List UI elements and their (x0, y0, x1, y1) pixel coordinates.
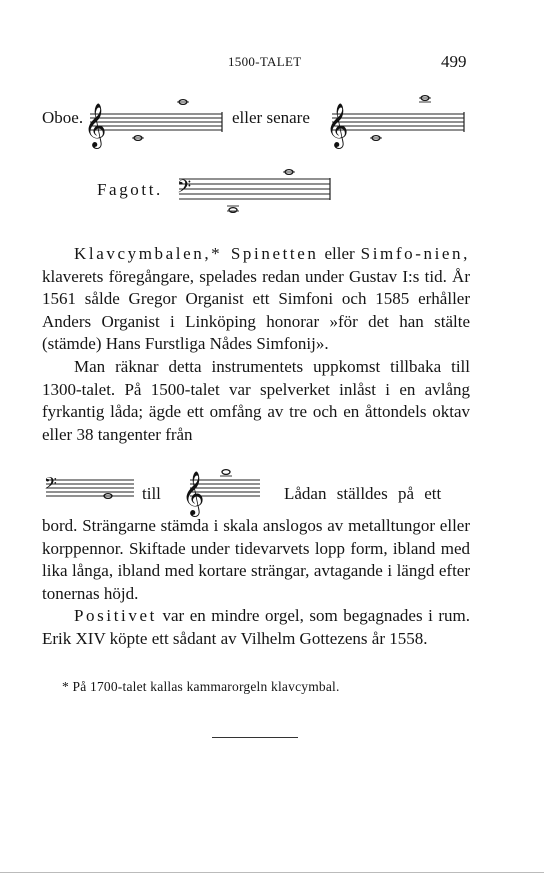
bass-clef-icon: 𝄢 (44, 473, 57, 497)
oboe-staff-1 (86, 92, 226, 154)
term-positivet: Positivet (74, 606, 157, 626)
text-block-2 (42, 515, 470, 651)
page-number: 499 (441, 52, 467, 71)
oboe-staff-2 (328, 92, 468, 154)
running-header-title: 1500-TALET (228, 54, 302, 69)
page-edge-line (0, 872, 544, 873)
term-simfonien: Simfo-nien, (360, 244, 470, 263)
eller-senare-text: eller senare (232, 108, 310, 127)
text-block-1 (42, 243, 470, 446)
term-klavcymbalen: Klavcymbalen,* (74, 244, 223, 263)
term-spinetten: Spinetten (222, 244, 319, 263)
treble-clef-icon: 𝄞 (326, 103, 349, 147)
bass-clef-icon: 𝄢 (177, 177, 192, 202)
range-staff-treble (182, 458, 264, 515)
paragraph-text: klaverets föregångare, spelades redan under Gustav I:s tid. År 1561 sålde Gregor Organist ett Simfoni och 1585 erhåller Anders Organist i Linköping honorar »för det han stälte (stämde) Hans Furstliga Nådes Simfonij». (42, 266, 470, 354)
paragraph-text: var en mindre orgel, som begagnades i rum. Erik XIV köpte ett sådant av Vilhelm Gottezens år 1558. (42, 606, 470, 648)
paragraph-text: eller (318, 244, 361, 263)
whole-note-icon (222, 470, 230, 475)
paragraph-positivet (42, 605, 470, 650)
range-staff-bass (42, 462, 137, 512)
whole-note-icon (229, 208, 237, 213)
paragraph-bord: bord. Strängarne stämda i skala anslogos av metalltungor eller korppennor. Skiftade under tidevarvets lopp form, ibland med lika långa, ibland med kortare strängar, avtagande i längd efter tonernas höjd. (42, 516, 470, 603)
ladan-text: Lådan ställdes på ett (284, 484, 442, 503)
end-rule (212, 737, 298, 738)
till-text: till (142, 484, 161, 503)
paragraph-man-raknar: Man räknar detta instrumentets uppkomst tillbaka till 1300-talet. På 1500-talet var spelverket inlåst i en avlång fyrkantig låda; ägde ett omfång av tre och en åttondels oktav eller 38 tangenter från (42, 356, 470, 444)
fagott-label: Fagott. (97, 180, 163, 199)
paragraph-klavcymbalen (42, 243, 470, 356)
footnote: * På 1700-talet kallas kammarorgeln klavcymbal. (62, 679, 340, 694)
treble-clef-icon: 𝄞 (182, 471, 205, 515)
fagott-staff (175, 164, 335, 224)
oboe-label: Oboe. (42, 108, 84, 127)
treble-clef-icon: 𝄞 (84, 103, 107, 147)
